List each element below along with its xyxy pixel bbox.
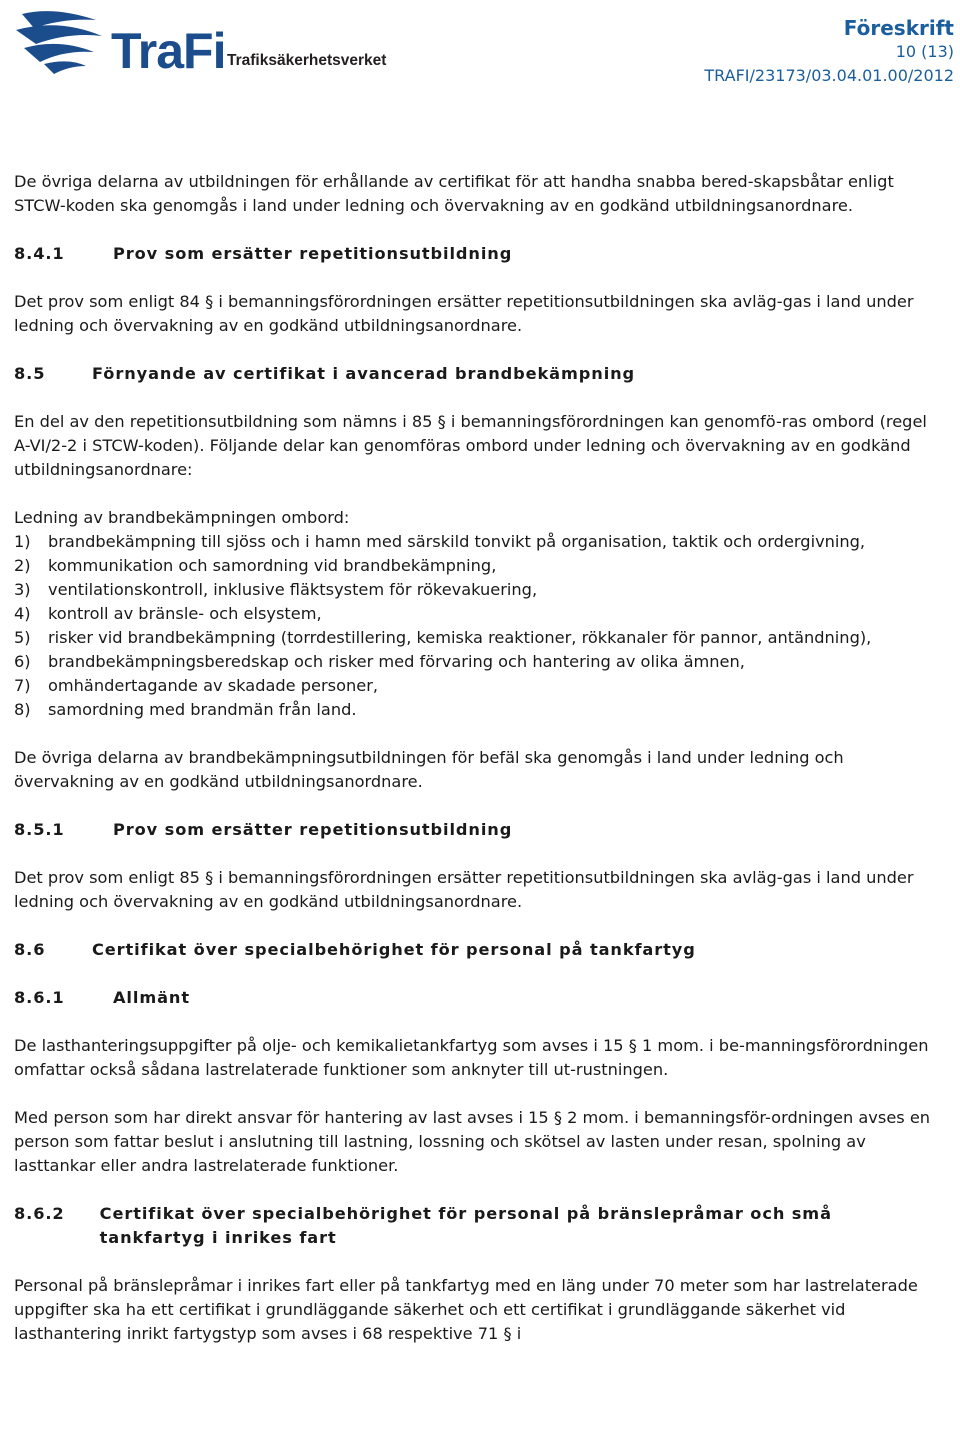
list-item-number: 1) xyxy=(14,532,31,551)
list-item-text: risker vid brandbekämpning (torrdestillering, kemiska reaktioner, rökkanaler för pannor, antändning), xyxy=(48,628,872,647)
list-item xyxy=(14,626,944,650)
document-type: Föreskrift xyxy=(843,16,954,40)
list-item xyxy=(14,650,944,674)
trafi-logo-mark-icon xyxy=(14,8,104,78)
section-title: Allmänt xyxy=(113,988,190,1007)
section-title: Prov som ersätter repetitionsutbildning xyxy=(113,820,513,839)
list-item-text: ventilationskontroll, inklusive fläktsystem för rökevakuering, xyxy=(48,580,538,599)
paragraph: De lasthanteringsuppgifter på olje- och kemikalietankfartyg som avses i 15 § 1 mom. i be-manningsförordningen omfattar också sådana lastrelaterade funktioner som anknyter till ut-rustningen. xyxy=(14,1036,929,1079)
list-item-number: 8) xyxy=(14,700,31,719)
page-header xyxy=(0,0,960,110)
logo-subtitle: Trafiksäkerhetsverket xyxy=(227,52,387,69)
trafi-logo xyxy=(14,8,394,80)
list-item-text: omhändertagande av skadade personer, xyxy=(48,676,379,695)
numbered-list xyxy=(14,530,944,722)
section-title: Certifikat över specialbehörighet för personal på bränslepråmar och små tankfartyg i inrikes fart xyxy=(99,1204,832,1247)
section-title: Prov som ersätter repetitionsutbildning xyxy=(113,244,513,263)
list-item-number: 2) xyxy=(14,556,31,575)
list-item-number: 4) xyxy=(14,604,31,623)
section-heading-8-6-2 xyxy=(14,1202,944,1250)
list-item xyxy=(14,530,944,554)
list-item-text: kontroll av bränsle- och elsystem, xyxy=(48,604,322,623)
paragraph: De övriga delarna av utbildningen för erhållande av certifikat för att handha snabba bered-skapsbåtar enligt STCW-koden ska genomgås i land under ledning och övervakning av en godkänd utbildningsanordnare. xyxy=(14,172,894,215)
list-item-text: brandbekämpningsberedskap och risker med förvaring och hantering av olika ämnen, xyxy=(48,652,745,671)
list-item-text: samordning med brandmän från land. xyxy=(48,700,357,719)
list-item-number: 3) xyxy=(14,580,31,599)
section-heading-8-6-1 xyxy=(14,986,944,1010)
section-heading-8-4-1 xyxy=(14,242,944,266)
list-item xyxy=(14,674,944,698)
list-item-number: 5) xyxy=(14,628,31,647)
list-item-text: brandbekämpning till sjöss och i hamn med särskild tonvikt på organisation, taktik och ordergivning, xyxy=(48,532,866,551)
section-number: 8.5.1 xyxy=(14,820,65,839)
paragraph: En del av den repetitionsutbildning som nämns i 85 § i bemanningsförordningen kan genomfö-ras ombord (regel A-VI/2-2 i STCW-koden). Följande delar kan genomföras ombord under ledning och övervakning av en godkänd utbildningsanordnare: xyxy=(14,412,927,479)
paragraph: Personal på bränslepråmar i inrikes fart eller på tankfartyg med en läng under 70 meter som har lastrelaterade uppgifter ska ha ett certifikat i grundläggande säkerhet och ett certifikat i grundläggande säkerhet vid lasthantering inrikt fartygstyp som avses i 68 respektive 71 § i xyxy=(14,1276,918,1343)
section-number: 8.4.1 xyxy=(14,244,65,263)
paragraph: Med person som har direkt ansvar för hantering av last avses i 15 § 2 mom. i bemanningsför-ordningen avses en person som fattar beslut i anslutning till lastning, lossning och skötsel av lasten under resan, spolning av lasttankar eller andra lastrelaterade funktioner. xyxy=(14,1108,931,1175)
list-item-number: 6) xyxy=(14,652,31,671)
list-item xyxy=(14,698,944,722)
list-title: Ledning av brandbekämpningen ombord: xyxy=(14,508,350,527)
section-heading-8-6 xyxy=(14,938,944,962)
list-item xyxy=(14,554,944,578)
section-number: 8.6 xyxy=(14,940,46,959)
list-item xyxy=(14,602,944,626)
list-item-number: 7) xyxy=(14,676,31,695)
paragraph: De övriga delarna av brandbekämpningsutbildningen för befäl ska genomgås i land under ledning och övervakning av en godkänd utbildningsanordnare. xyxy=(14,748,844,791)
section-title: Certifikat över specialbehörighet för personal på tankfartyg xyxy=(92,940,696,959)
document-body xyxy=(14,170,944,1370)
section-heading-8-5 xyxy=(14,362,944,386)
section-title: Förnyande av certifikat i avancerad brandbekämpning xyxy=(92,364,636,383)
paragraph: Det prov som enligt 85 § i bemanningsförordningen ersätter repetitionsutbildningen ska avläg-gas i land under ledning och övervakning av en godkänd utbildningsanordnare. xyxy=(14,868,914,911)
document-reference: TRAFI/23173/03.04.01.00/2012 xyxy=(704,66,954,85)
paragraph: Det prov som enligt 84 § i bemanningsförordningen ersätter repetitionsutbildningen ska avläg-gas i land under ledning och övervakning av en godkänd utbildningsanordnare. xyxy=(14,292,914,335)
logo-wordmark: TraFi xyxy=(111,23,226,79)
list-item xyxy=(14,578,944,602)
numbered-list-block xyxy=(14,506,944,722)
section-number: 8.6.1 xyxy=(14,988,65,1007)
section-number: 8.5 xyxy=(14,364,46,383)
section-number: 8.6.2 xyxy=(14,1204,65,1223)
page-number: 10 (13) xyxy=(895,42,954,61)
section-heading-8-5-1 xyxy=(14,818,944,842)
list-item-text: kommunikation och samordning vid brandbekämpning, xyxy=(48,556,497,575)
